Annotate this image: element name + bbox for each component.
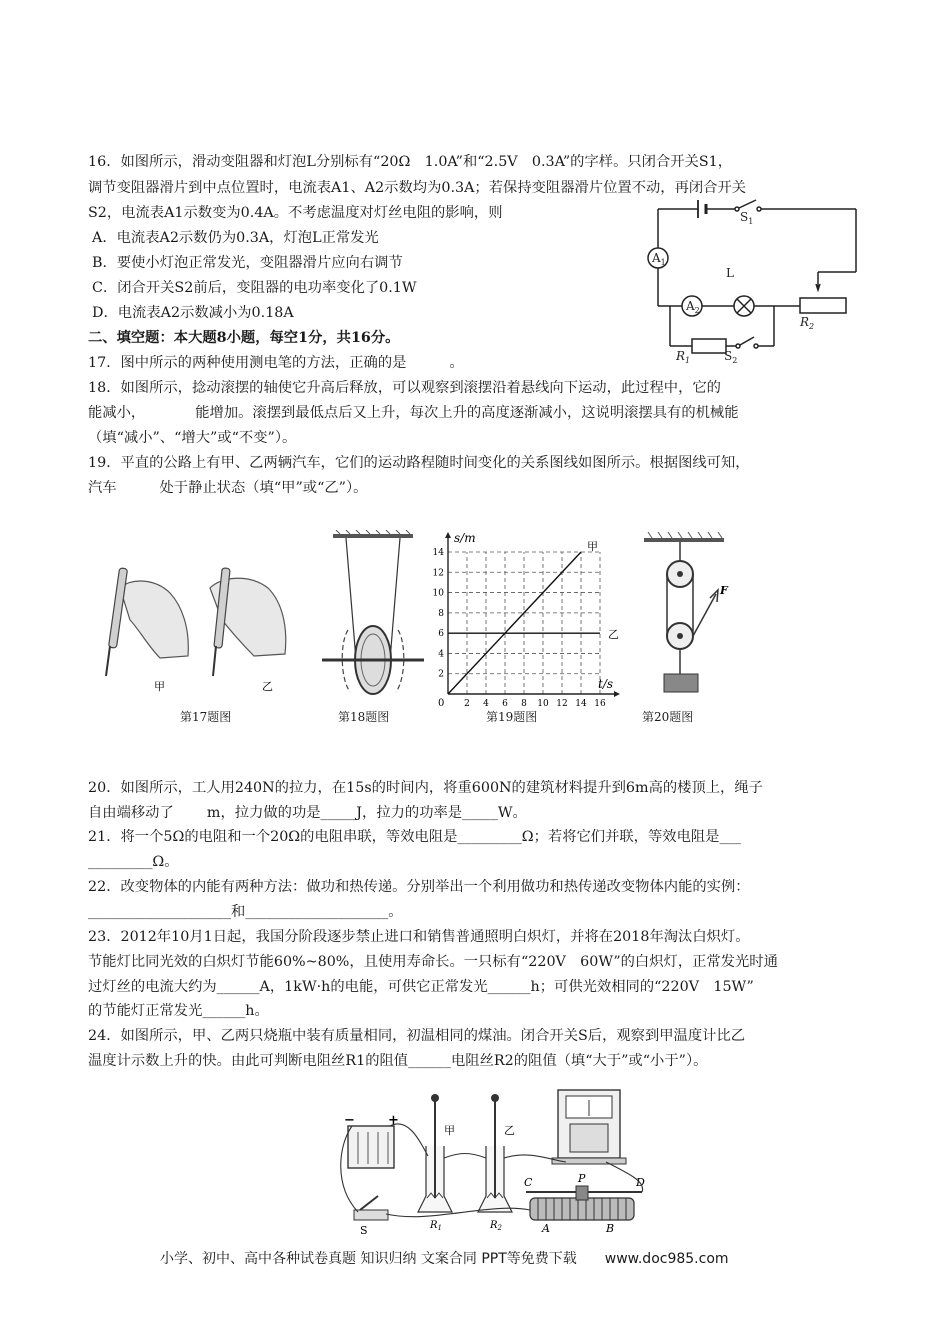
q23-line1: 23．2012年10月1日起，我国分阶段逐步禁止进口和销售普通照明白炽灯，并将在2018年淘汰白炽灯。: [88, 929, 750, 945]
fig17-left-label: 甲: [154, 680, 165, 693]
a1-label: $A_1$: [652, 251, 666, 267]
hand-left-icon: [120, 581, 188, 658]
q16-circuit-diagram: [640, 192, 870, 367]
fig20-pulley: [640, 532, 740, 697]
chart-x-arrow: [614, 691, 620, 697]
q18-line1: 18．如图所示，捻动滚摆的轴使它升高后释放，可以观察到滚摆沿着悬线向下运动，此过程中，它的: [88, 380, 721, 396]
chart-x-tick-label: 12: [556, 699, 568, 709]
chart-x-label: t/s: [598, 677, 614, 691]
force-label: F: [720, 584, 728, 597]
chart-y-arrow: [445, 532, 451, 538]
q17-text: 17．图中所示的两种使用测电笔的方法，正确的是 。: [88, 355, 464, 371]
fig18-maxwell-wheel: [318, 530, 428, 702]
battery-icon: [348, 1126, 394, 1168]
fig17-test-pen-illustration: [100, 548, 290, 698]
flask-jia-label: 甲: [444, 1124, 455, 1137]
chart-y-tick-label: 12: [432, 568, 444, 579]
r1-resistor-label: $R_1$: [430, 1220, 442, 1232]
q23-line3: 过灯丝的电流大约为______A，1kW·h的电能，可供它正常发光______h；可供光效相同的“220V 15W”: [88, 979, 754, 995]
chart-x-tick-label: 2: [464, 699, 470, 709]
fig17-caption: 第17题图: [180, 710, 232, 724]
switch-icon: [354, 1210, 388, 1220]
fig20-caption: 第20题图: [642, 710, 694, 724]
chart-x-tick-label: 4: [483, 699, 489, 709]
fig19-st-chart: [430, 530, 630, 710]
chart-origin-label: 0: [438, 698, 445, 709]
terminal-a-label: A: [542, 1222, 550, 1235]
chart-y-tick-label: 10: [432, 588, 444, 599]
chart-x-tick-label: 8: [521, 699, 527, 709]
chart-x-tick-label: 16: [594, 699, 606, 709]
r1-label: $R_1$: [676, 349, 691, 365]
chart-y-tick-label: 6: [438, 629, 444, 640]
q21-line2: _________Ω。: [88, 854, 179, 870]
fig19-caption: 第19题图: [486, 710, 538, 724]
section-2-heading: 二、填空题：本大题8小题，每空1分，共16分。: [88, 330, 400, 346]
q23-line2: 节能灯比同光效的白炽灯节能60%~80%，且使用寿命长。一只标有“220V 60W”的白炽灯，正常发光时通: [88, 954, 778, 970]
q20-line2: 自由端移动了 m，拉力做的功是_____J，拉力的功率是_____W。: [88, 805, 527, 821]
q19-line2: 汽车 处于静止状态（填“甲”或“乙”）。: [88, 480, 368, 496]
fig17-right-label: 乙: [262, 680, 273, 693]
terminal-b-label: B: [606, 1222, 615, 1235]
chart-series-label-1: 甲: [587, 540, 598, 553]
weight-block-icon: [664, 674, 698, 692]
battery-minus-label: −: [344, 1113, 355, 1128]
chart-y-tick-label: 14: [432, 548, 444, 558]
chart-series-label-2: 乙: [608, 628, 619, 642]
r2-resistor-label: $R_2$: [490, 1220, 502, 1232]
chart-x-tick-label: 6: [502, 699, 508, 709]
battery-plus-label: +: [388, 1113, 399, 1128]
q18-line2: 能减小， 能增加。滚摆到最低点后又上升，每次上升的高度逐渐减小，这说明滚摆具有的机械能: [88, 405, 739, 421]
switch-s-label: S: [360, 1224, 368, 1236]
q21-line1: 21．将一个5Ω的电阻和一个20Ω的电阻串联，等效电阻是_________Ω；若将它们并联，等效电阻是___: [88, 829, 741, 845]
q16-option-c: C．闭合开关S2前后，变阻器的电功率变化了0.1W: [92, 280, 417, 296]
flask-yi-label: 乙: [504, 1124, 515, 1137]
chart-x-tick-label: 10: [537, 699, 549, 709]
q23-line4: 的节能灯正常发光______h。: [88, 1003, 269, 1019]
q22-line2: ____________________和____________________。: [88, 904, 403, 920]
q16-line3: S2，电流表A1示数变为0.4A。不考虑温度对灯丝电阻的影响，则: [88, 205, 503, 221]
q20-line1: 20．如图所示，工人用240N的拉力，在15s的时间内，将重600N的建筑材料提升到6m高的楼顶上，绳子: [88, 780, 763, 796]
q22-line1: 22．改变物体的内能有两种方法：做功和热传递。分别举出一个利用做功和热传递改变物体内能的实例：: [88, 879, 750, 895]
chart-y-tick-label: 4: [438, 649, 444, 660]
q16-line2: 调节变阻器滑片到中点位置时，电流表A1、A2示数均为0.3A；若保持变阻器滑片位置不动，再闭合开关: [88, 180, 747, 196]
terminal-c-label: C: [524, 1176, 533, 1189]
q16-option-d: D．电流表A2示数减小为0.18A: [92, 305, 294, 321]
q16-option-b: B．要使小灯泡正常发光，变阻器滑片应向右调节: [92, 255, 403, 271]
q16-option-a: A．电流表A2示数仍为0.3A，灯泡L正常发光: [92, 230, 379, 246]
chart-y-tick-label: 2: [438, 669, 444, 680]
a2-label: $A_2$: [686, 299, 700, 315]
q24-line1: 24．如图所示，甲、乙两只烧瓶中装有质量相同，初温相同的煤油。闭合开关S后，观察到甲温度计比乙: [88, 1028, 746, 1044]
slider-p-label: P: [578, 1172, 586, 1185]
chart-x-tick-label: 14: [575, 699, 587, 709]
s2-label: $S_2$: [724, 349, 738, 365]
s1-label: $S_1$: [740, 210, 754, 226]
q18-line3: （填“减小”、“增大”或“不变”）。: [88, 430, 297, 446]
page-footer: 小学、初中、高中各种试卷真题 知识归纳 文案合同 PPT等免费下载 www.doc985.com: [160, 1251, 729, 1267]
chart-y-label: s/m: [454, 531, 476, 545]
chart-series-line-1: [448, 552, 581, 694]
q19-line1: 19．平直的公路上有甲、乙两辆汽车，它们的运动路程随时间变化的关系图线如图所示。根据图线可知，: [88, 455, 750, 471]
terminal-d-label: D: [636, 1176, 645, 1189]
r2-label: $R_2$: [800, 315, 815, 331]
chart-y-tick-label: 8: [438, 608, 444, 619]
q24-line2: 温度计示数上升的快。由此可判断电阻丝R1的阻值______电阻丝R2的阻值（填“大于”或“小于”）。: [88, 1053, 708, 1069]
q16-line1: 16．如图所示，滑动变阻器和灯泡L分别标有“20Ω 1.0A”和“2.5V 0.3A”的字样。只闭合开关S1，: [88, 154, 733, 170]
fig18-caption: 第18题图: [338, 710, 390, 724]
q24-apparatus-figure: [330, 1086, 670, 1236]
lamp-label: L: [726, 266, 734, 280]
